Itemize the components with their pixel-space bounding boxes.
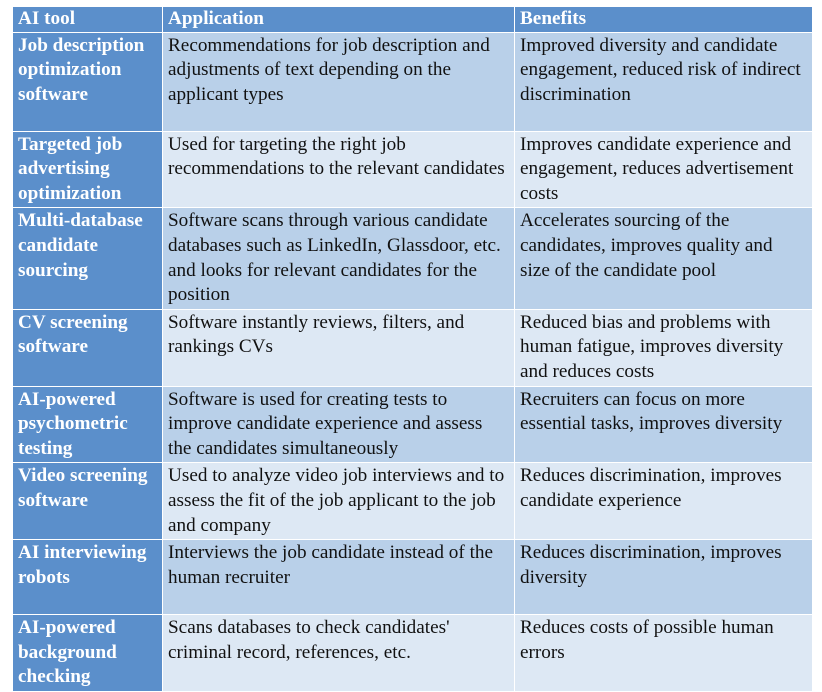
benefits-cell: Improved diversity and candidate engagement, reduced risk of indirect discrimination [515, 32, 813, 131]
tool-name-cell: Job description optimization software [13, 32, 163, 131]
tool-name-cell: AI interviewing robots [13, 540, 163, 615]
benefits-cell: Accelerates sourcing of the candidates, improves quality and size of the candidate pool [515, 208, 813, 309]
benefits-cell: Improves candidate experience and engagement, reduces advertisement costs [515, 131, 813, 208]
header-benefits: Benefits [515, 7, 813, 33]
tool-name-cell: Targeted job advertising optimization [13, 131, 163, 208]
benefits-cell: Recruiters can focus on more essential tasks, improves diversity [515, 386, 813, 463]
table-row [13, 208, 813, 309]
table-header-row [13, 7, 813, 33]
application-cell: Used for targeting the right job recommendations to the relevant candidates [163, 131, 515, 208]
benefits-cell: Reduced bias and problems with human fatigue, improves diversity and reduces costs [515, 309, 813, 386]
tool-name-cell: AI-powered background checking [13, 615, 163, 692]
table-row [13, 463, 813, 540]
application-cell: Software scans through various candidate databases such as LinkedIn, Glassdoor, etc. and looks for relevant candidates for the position [163, 208, 515, 309]
application-cell: Software is used for creating tests to improve candidate experience and assess the candidates simultaneously [163, 386, 515, 463]
application-cell: Interviews the job candidate instead of the human recruiter [163, 540, 515, 615]
application-cell: Scans databases to check candidates' criminal record, references, etc. [163, 615, 515, 692]
table-row [13, 131, 813, 208]
header-application: Application [163, 7, 515, 33]
application-cell: Software instantly reviews, filters, and rankings CVs [163, 309, 515, 386]
application-cell: Recommendations for job description and adjustments of text depending on the applicant types [163, 32, 515, 131]
table-row [13, 386, 813, 463]
table-row [13, 32, 813, 131]
tool-name-cell: Video screening software [13, 463, 163, 540]
application-cell: Used to analyze video job interviews and to assess the fit of the job applicant to the job and company [163, 463, 515, 540]
table-row [13, 540, 813, 615]
benefits-cell: Reduces discrimination, improves candidate experience [515, 463, 813, 540]
ai-tools-table-container [12, 6, 812, 692]
tool-name-cell: CV screening software [13, 309, 163, 386]
table-row [13, 615, 813, 692]
header-ai-tool: AI tool [13, 7, 163, 33]
ai-tools-table [12, 6, 813, 692]
benefits-cell: Reduces costs of possible human errors [515, 615, 813, 692]
table-row [13, 309, 813, 386]
tool-name-cell: Multi-database candidate sourcing [13, 208, 163, 309]
benefits-cell: Reduces discrimination, improves diversity [515, 540, 813, 615]
tool-name-cell: AI-powered psychometric testing [13, 386, 163, 463]
